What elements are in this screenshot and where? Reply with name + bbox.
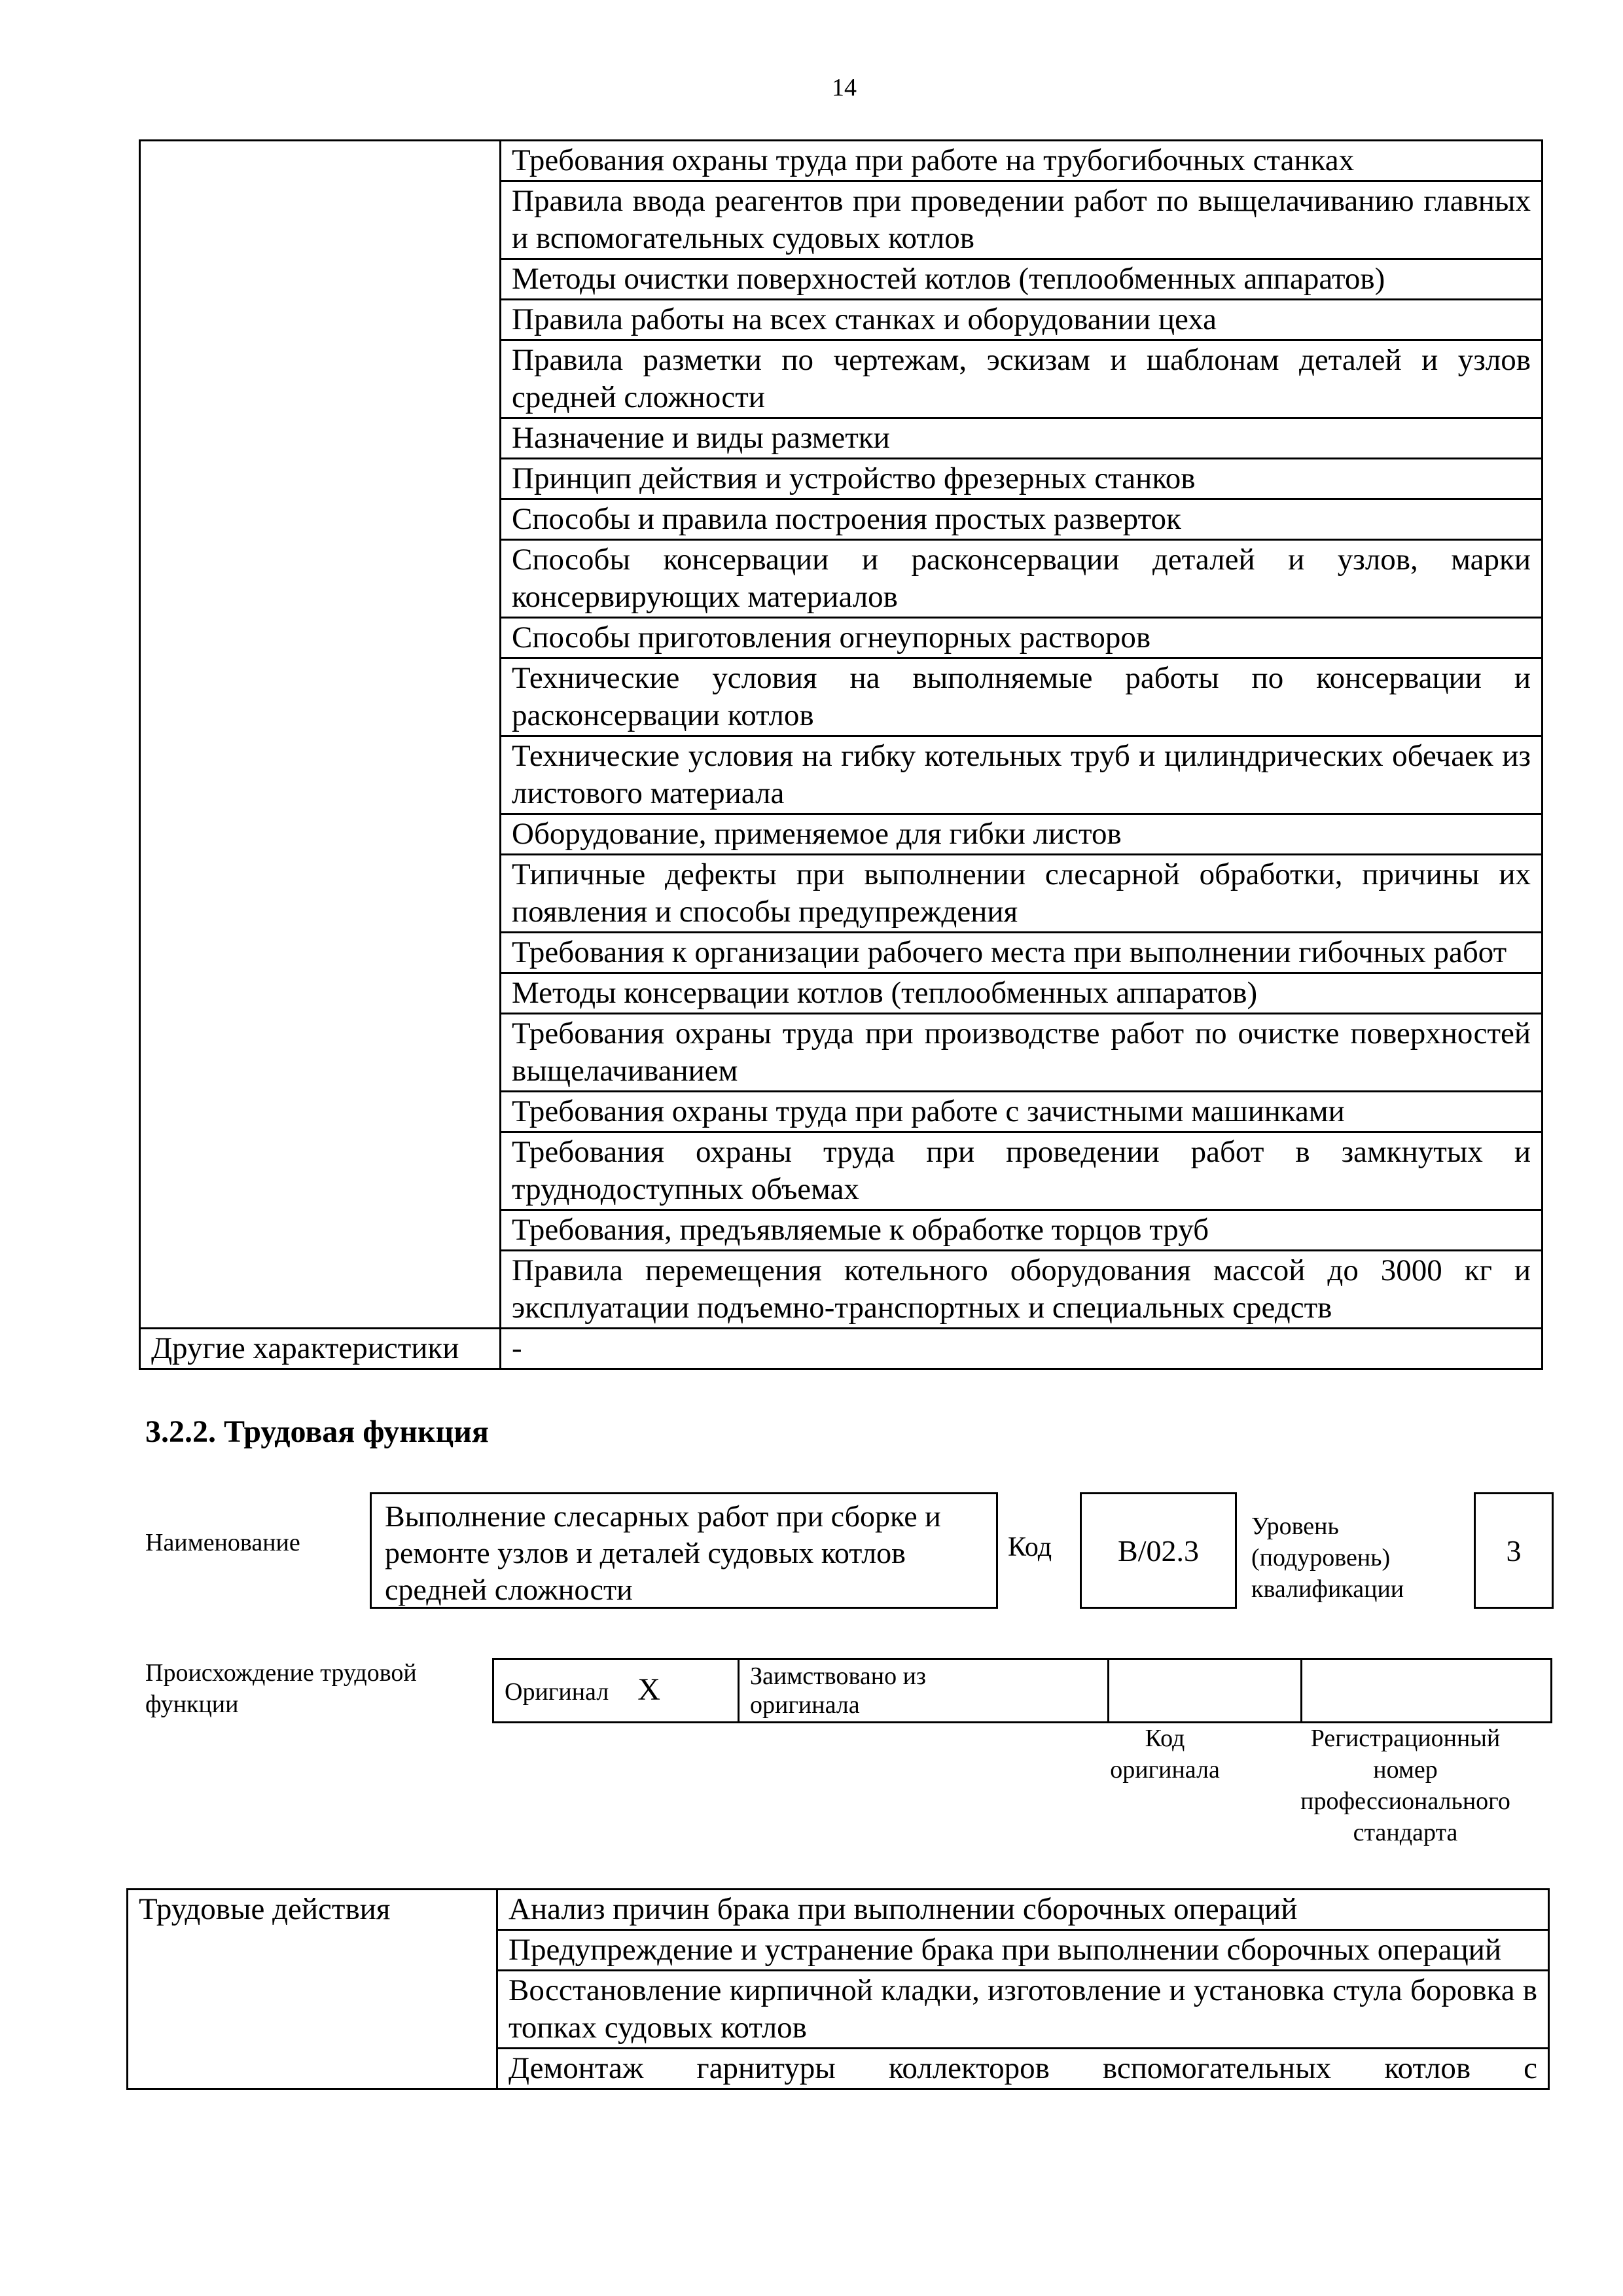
table-cell: Правила перемещения котельного оборудования массой до 3000 кг и эксплуатации подъемно-транспортных и специальных средств	[501, 1251, 1543, 1329]
code-label: Код	[1008, 1532, 1052, 1562]
origin-label	[145, 1657, 417, 1720]
table-cell: Анализ причин брака при выполнении сборочных операций	[497, 1890, 1549, 1930]
table-cell: Восстановление кирпичной кладки, изготовление и установка стула боровка в топках судовых котлов	[497, 1971, 1549, 2049]
table-cell: Способы консервации и расконсервации деталей и узлов, марки консервирующих материалов	[501, 540, 1543, 618]
table-cell: Оборудование, применяемое для гибки листов	[501, 814, 1543, 855]
borrowed-cell	[739, 1659, 1109, 1723]
table-row	[128, 1890, 1549, 1930]
origin-table	[492, 1658, 1552, 1723]
table-cell: Способы приготовления огнеупорных растворов	[501, 618, 1543, 658]
registration-number-caption	[1260, 1723, 1551, 1848]
table-cell: Правила разметки по чертежам, эскизам и шаблонам деталей и узлов средней сложности	[501, 340, 1543, 418]
qualification-level: 3	[1474, 1492, 1554, 1609]
original-cell	[493, 1659, 739, 1723]
table-cell: Требования охраны труда при работе на трубогибочных станках	[501, 141, 1543, 181]
table-cell: Правила работы на всех станках и оборудовании цеха	[501, 300, 1543, 340]
table-cell: Демонтаж гарнитуры коллекторов вспомогательных котлов с	[497, 2049, 1549, 2089]
caption-line: оригинала	[1110, 1756, 1220, 1784]
caption-line: стандарта	[1353, 1819, 1458, 1846]
table-cell: Технические условия на гибку котельных труб и цилиндрических обечаек из листового материала	[501, 736, 1543, 814]
table-cell: Требования охраны труда при производстве работ по очистке поверхностей выщелачиванием	[501, 1014, 1543, 1092]
table-cell: Принцип действия и устройство фрезерных станков	[501, 459, 1543, 499]
table-cell: Требования, предъявляемые к обработке торцов труб	[501, 1210, 1543, 1251]
function-code: В/02.3	[1080, 1492, 1237, 1609]
original-code-caption	[1090, 1723, 1240, 1785]
original-label: Оригинал	[505, 1677, 609, 1706]
table-row	[493, 1659, 1552, 1723]
table-cell: Технические условия на выполняемые работы по консервации и расконсервации котлов	[501, 658, 1543, 736]
caption-line: Регистрационный	[1310, 1725, 1501, 1752]
section-heading: 3.2.2. Трудовая функция	[145, 1414, 489, 1449]
page-number: 14	[832, 74, 857, 101]
function-title: Выполнение слесарных работ при сборке и ремонте узлов и деталей судовых котлов средней сложности	[370, 1492, 998, 1609]
table-cell: Требования охраны труда при работе с зачистными машинками	[501, 1092, 1543, 1132]
borrowed-line: оригинала	[750, 1691, 860, 1719]
table-cell: Назначение и виды разметки	[501, 418, 1543, 459]
level-label-line: (подуровень)	[1251, 1544, 1391, 1571]
table-cell-empty	[140, 141, 501, 1329]
caption-line: профессионального	[1300, 1787, 1510, 1815]
other-characteristics-label: Другие характеристики	[140, 1329, 501, 1369]
labor-actions-label: Трудовые действия	[128, 1890, 497, 2089]
registration-number-cell	[1302, 1659, 1552, 1723]
table-cell: Требования к организации рабочего места при выполнении гибочных работ	[501, 933, 1543, 973]
table-cell: Требования охраны труда при проведении работ в замкнутых и труднодоступных объемах	[501, 1132, 1543, 1210]
table-cell: Типичные дефекты при выполнении слесарной обработки, причины их появления и способы предупреждения	[501, 855, 1543, 933]
table-cell: Методы очистки поверхностей котлов (теплообменных аппаратов)	[501, 259, 1543, 300]
caption-line: номер	[1373, 1756, 1438, 1784]
table-cell: Правила ввода реагентов при проведении работ по выщелачиванию главных и вспомогательных судовых котлов	[501, 181, 1543, 259]
table-row	[140, 1329, 1543, 1369]
original-code-cell	[1109, 1659, 1302, 1723]
name-label: Наименование	[145, 1529, 300, 1556]
table-cell: Способы и правила построения простых разверток	[501, 499, 1543, 540]
other-characteristics-value: -	[501, 1329, 1543, 1369]
table-cell: Предупреждение и устранение брака при выполнении сборочных операций	[497, 1930, 1549, 1971]
origin-label-line: функции	[145, 1691, 239, 1718]
level-label-line: Уровень	[1251, 1513, 1339, 1540]
level-label-line: квалификации	[1251, 1575, 1404, 1603]
requirements-table	[139, 139, 1543, 1370]
level-label	[1251, 1511, 1404, 1605]
caption-line: Код	[1145, 1725, 1185, 1752]
table-row	[140, 141, 1543, 181]
origin-label-line: Происхождение трудовой	[145, 1659, 417, 1687]
original-mark: X	[637, 1672, 660, 1707]
borrowed-line: Заимствовано из	[750, 1662, 926, 1690]
labor-actions-table	[126, 1888, 1550, 2090]
table-cell: Методы консервации котлов (теплообменных аппаратов)	[501, 973, 1543, 1014]
